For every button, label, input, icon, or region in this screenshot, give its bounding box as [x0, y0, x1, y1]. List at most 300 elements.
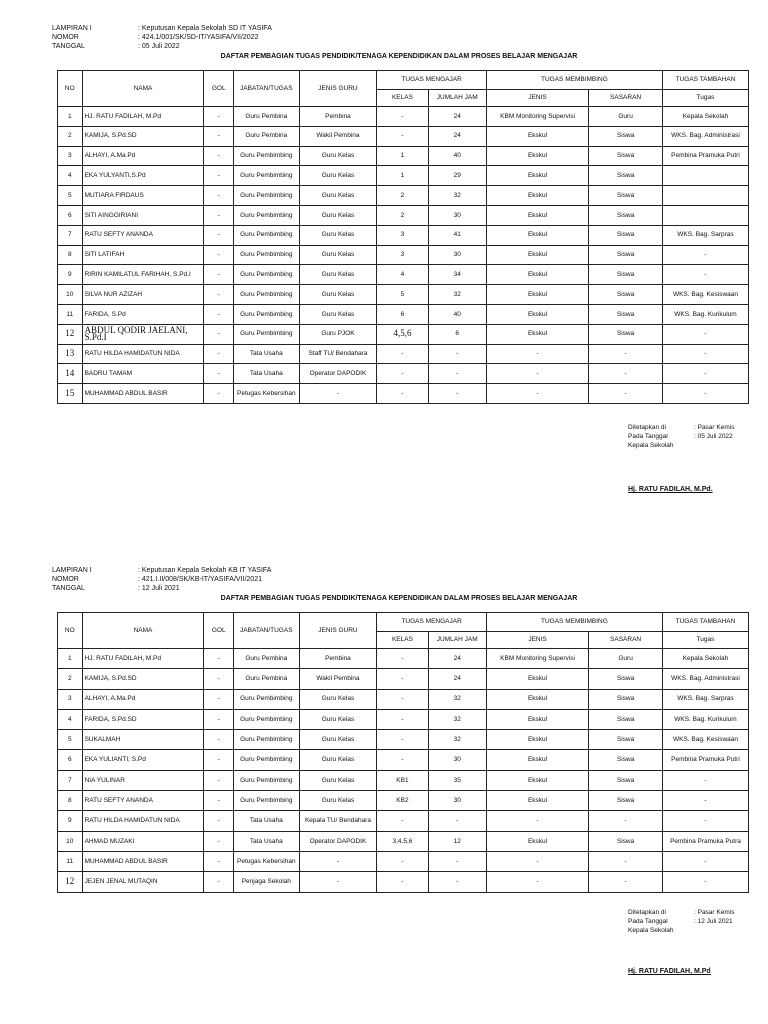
cell-jabatan: Guru Pembimbing	[234, 791, 300, 811]
cell-jumlah-jam: 30	[428, 750, 486, 770]
cell-kelas: -	[377, 344, 428, 364]
cell-no: 10	[58, 831, 83, 851]
cell-kelas: 3	[377, 225, 428, 245]
cell-nama: HJ. RATU FADILAH, M.Pd	[82, 649, 204, 669]
cell-kelas: 3	[377, 245, 428, 265]
cell-jabatan: Guru Pembimbing	[234, 689, 300, 709]
pada-tanggal-value: : 05 Juli 2022	[694, 433, 733, 440]
cell-jenis-guru: Guru PJOK	[299, 324, 377, 344]
cell-tugas: -	[662, 364, 748, 384]
table-row	[58, 364, 749, 384]
cell-jabatan: Guru Pembimbing	[234, 304, 300, 324]
cell-gol: -	[204, 791, 234, 811]
cell-gol: -	[204, 689, 234, 709]
tanggal-value: : 05 Juli 2022	[138, 43, 180, 50]
cell-jumlah-jam: 32	[428, 285, 486, 305]
table-row	[58, 107, 749, 127]
cell-sasaran: Siswa	[589, 689, 663, 709]
col-gol: GOL	[204, 613, 234, 649]
cell-kelas: KB1	[377, 770, 428, 790]
cell-jabatan: Guru Pembina	[234, 669, 300, 689]
cell-sasaran: Siswa	[589, 730, 663, 750]
cell-nama: ALHAYI, A.Ma.Pd	[82, 689, 204, 709]
cell-tugas: Kepala Sekolah	[662, 107, 748, 127]
cell-jabatan: Guru Pembimbing	[234, 166, 300, 186]
cell-tugas: WKS. Bag. Administrasi	[662, 669, 748, 689]
cell-jumlah-jam: 41	[428, 225, 486, 245]
signature-block	[628, 423, 734, 450]
cell-jumlah-jam: 30	[428, 205, 486, 225]
cell-jabatan: Tata Usaha	[234, 364, 300, 384]
cell-nama: MUHAMMAD ABDUL BASIR	[82, 851, 204, 871]
cell-jenis-guru: Guru Kelas	[299, 265, 377, 285]
cell-gol: -	[204, 225, 234, 245]
table-row	[58, 750, 749, 770]
cell-jenis-guru: Guru Kelas	[299, 730, 377, 750]
doc-header	[52, 566, 768, 593]
cell-sasaran: Siswa	[589, 285, 663, 305]
signer-name: Hj. RATU FADILAH, M.Pd.	[628, 486, 713, 493]
cell-jabatan: Petugas Kebersihan	[234, 384, 300, 404]
cell-sasaran: -	[589, 364, 663, 384]
cell-kelas: 2	[377, 186, 428, 206]
cell-no: 11	[58, 304, 83, 324]
cell-jabatan: Guru Pembimbing	[234, 225, 300, 245]
cell-jenis: Ekskul	[486, 265, 588, 285]
table-row	[58, 245, 749, 265]
document-sd	[0, 24, 768, 493]
cell-jenis-guru: Guru Kelas	[299, 709, 377, 729]
cell-gol: -	[204, 344, 234, 364]
duty-table	[57, 70, 749, 404]
cell-kelas: -	[377, 730, 428, 750]
jabatan-signer: Kepala Sekolah	[628, 442, 674, 449]
pada-tanggal-label: Pada Tanggal	[628, 433, 668, 440]
cell-gol: -	[204, 146, 234, 166]
cell-nama: RATU HILDA HAMIDATUN NIDA	[82, 811, 204, 831]
cell-tugas	[662, 166, 748, 186]
pada-tanggal-label: Pada Tanggal	[628, 918, 668, 925]
cell-kelas: -	[377, 872, 428, 892]
cell-sasaran: Siswa	[589, 225, 663, 245]
table-row	[58, 225, 749, 245]
cell-gol: -	[204, 126, 234, 146]
cell-jumlah-jam: -	[428, 872, 486, 892]
col-jabatan: JABATAN/TUGAS	[234, 71, 300, 107]
cell-gol: -	[204, 851, 234, 871]
col-tugas-membimbing: TUGAS MEMBIMBING	[486, 613, 662, 632]
cell-jumlah-jam: 32	[428, 730, 486, 750]
cell-nama: SUKALMAH	[82, 730, 204, 750]
cell-jabatan: Guru Pembina	[234, 126, 300, 146]
cell-jenis-guru: Guru Kelas	[299, 146, 377, 166]
cell-jumlah-jam: -	[428, 344, 486, 364]
cell-no: 10	[58, 285, 83, 305]
col-tugas: Tugas	[662, 90, 748, 107]
cell-jenis-guru: Guru Kelas	[299, 750, 377, 770]
cell-jenis: -	[486, 344, 588, 364]
cell-nama: SITI LATIFAH	[82, 245, 204, 265]
cell-jenis: Ekskul	[486, 186, 588, 206]
cell-jenis: Ekskul	[486, 709, 588, 729]
table-row	[58, 126, 749, 146]
nomor-label: NOMOR	[52, 576, 79, 583]
cell-tugas: -	[662, 265, 748, 285]
cell-nama: MUHAMMAD ABDUL BASIR	[82, 384, 204, 404]
cell-no: 12	[58, 324, 83, 344]
col-tugas-tambahan: TUGAS TAMBAHAN	[662, 613, 748, 632]
cell-jumlah-jam: 40	[428, 304, 486, 324]
cell-gol: -	[204, 285, 234, 305]
pada-tanggal-value: : 12 Juli 2021	[694, 918, 733, 925]
lampiran-label: LAMPIRAN I	[52, 25, 92, 32]
col-jabatan: JABATAN/TUGAS	[234, 613, 300, 649]
cell-gol: -	[204, 384, 234, 404]
cell-kelas: 4	[377, 265, 428, 285]
cell-nama: NIA YULINAR	[82, 770, 204, 790]
cell-tugas: WKS. Bag. Kesiswaan	[662, 730, 748, 750]
col-no: NO	[58, 71, 83, 107]
cell-jabatan: Guru Pembimbing	[234, 770, 300, 790]
cell-jenis: Ekskul	[486, 750, 588, 770]
cell-sasaran: Siswa	[589, 166, 663, 186]
ditetapkan-label: Ditetapkan di	[628, 909, 666, 916]
ditetapkan-value: : Pasar Kemis	[694, 424, 735, 431]
cell-jenis-guru: Operator DAPODIK	[299, 831, 377, 851]
cell-jenis: Ekskul	[486, 245, 588, 265]
cell-no: 15	[58, 384, 83, 404]
cell-gol: -	[204, 669, 234, 689]
cell-jabatan: Guru Pembimbing	[234, 324, 300, 344]
col-tugas-mengajar: TUGAS MENGAJAR	[377, 613, 487, 632]
cell-no: 6	[58, 750, 83, 770]
col-nama: NAMA	[82, 71, 204, 107]
cell-jenis-guru: Guru Kelas	[299, 285, 377, 305]
table-row	[58, 285, 749, 305]
nomor-value: : 424.1/001/SK/SD-IT/YASIFA/VII/2022	[138, 34, 259, 41]
cell-jenis: Ekskul	[486, 166, 588, 186]
cell-jenis: Ekskul	[486, 791, 588, 811]
col-tugas-membimbing: TUGAS MEMBIMBING	[486, 71, 662, 90]
cell-no: 2	[58, 669, 83, 689]
cell-jenis: Ekskul	[486, 730, 588, 750]
cell-tugas	[662, 186, 748, 206]
col-jumlah-jam: JUMLAH JAM	[428, 90, 486, 107]
cell-kelas: -	[377, 126, 428, 146]
cell-sasaran: Siswa	[589, 831, 663, 851]
cell-jabatan: Guru Pembimbing	[234, 265, 300, 285]
doc-title: DAFTAR PEMBAGIAN TUGAS PENDIDIK/TENAGA KEPENDIDIKAN DALAM PROSES BELAJAR MENGAJAR	[220, 53, 578, 60]
cell-tugas: -	[662, 384, 748, 404]
cell-nama: RATU SEFTY ANANDA	[82, 791, 204, 811]
cell-jenis-guru: Staff TU/ Bendahara	[299, 344, 377, 364]
cell-nama: KAMIJA, S.Pd.SD	[82, 126, 204, 146]
cell-jumlah-jam: 34	[428, 265, 486, 285]
cell-nama: HJ. RATU FADILAH, M.Pd	[82, 107, 204, 127]
cell-kelas: -	[377, 750, 428, 770]
cell-jenis-guru: Guru Kelas	[299, 186, 377, 206]
cell-jumlah-jam: 24	[428, 126, 486, 146]
cell-jenis-guru: Operator DAPODIK	[299, 364, 377, 384]
cell-jabatan: Guru Pembimbing	[234, 186, 300, 206]
cell-jabatan: Guru Pembimbing	[234, 245, 300, 265]
cell-sasaran: Siswa	[589, 324, 663, 344]
cell-no: 9	[58, 265, 83, 285]
cell-jenis: Ekskul	[486, 689, 588, 709]
cell-tugas: WKS. Bag. Administrasi	[662, 126, 748, 146]
cell-gol: -	[204, 709, 234, 729]
cell-tugas: WKS. Bag. Sarpras	[662, 225, 748, 245]
cell-jumlah-jam: -	[428, 811, 486, 831]
cell-no: 8	[58, 245, 83, 265]
cell-jabatan: Petugas Kebersihan	[234, 851, 300, 871]
cell-jabatan: Guru Pembimbing	[234, 750, 300, 770]
cell-jabatan: Guru Pembimbing	[234, 730, 300, 750]
cell-nama: JEJEN JENAL MUTAQIN	[82, 872, 204, 892]
jabatan-signer: Kepala Sekolah	[628, 927, 674, 934]
tanggal-label: TANGGAL	[52, 43, 85, 50]
tanggal-value: : 12 Juli 2021	[138, 585, 180, 592]
cell-jabatan: Guru Pembimbing	[234, 285, 300, 305]
cell-nama: RIRIN KAMILATUL FARIHAH, S.Pd,I	[82, 265, 204, 285]
cell-jenis-guru: -	[299, 851, 377, 871]
cell-nama: RATU SEFTY ANANDA	[82, 225, 204, 245]
cell-jenis-guru: Kepala TU/ Bendahara	[299, 811, 377, 831]
cell-jumlah-jam: 32	[428, 709, 486, 729]
cell-gol: -	[204, 750, 234, 770]
cell-tugas	[662, 205, 748, 225]
cell-sasaran: Siswa	[589, 245, 663, 265]
cell-jumlah-jam: 32	[428, 186, 486, 206]
cell-nama: ALHAYI, A.Ma.Pd	[82, 146, 204, 166]
doc-title: DAFTAR PEMBAGIAN TUGAS PENDIDIK/TENAGA KEPENDIDIKAN DALAM PROSES BELAJAR MENGAJAR	[220, 595, 578, 602]
cell-jenis: -	[486, 384, 588, 404]
nomor-label: NOMOR	[52, 34, 79, 41]
cell-jabatan: Guru Pembimbing	[234, 709, 300, 729]
cell-no: 5	[58, 730, 83, 750]
cell-gol: -	[204, 364, 234, 384]
cell-jumlah-jam: 35	[428, 770, 486, 790]
cell-kelas: -	[377, 364, 428, 384]
cell-no: 3	[58, 146, 83, 166]
cell-jabatan: Tata Usaha	[234, 344, 300, 364]
cell-gol: -	[204, 811, 234, 831]
cell-jenis: -	[486, 851, 588, 871]
cell-sasaran: -	[589, 851, 663, 871]
cell-kelas: 2	[377, 205, 428, 225]
table-row	[58, 186, 749, 206]
cell-jumlah-jam: 24	[428, 649, 486, 669]
signer-name: Hj. RATU FADILAH, M.Pd	[628, 968, 711, 975]
cell-kelas: -	[377, 689, 428, 709]
cell-jabatan: Tata Usaha	[234, 811, 300, 831]
cell-nama: BADRU TAMAM	[82, 364, 204, 384]
table-row	[58, 851, 749, 871]
signature-block	[628, 908, 734, 935]
table-row	[58, 730, 749, 750]
cell-sasaran: Siswa	[589, 709, 663, 729]
cell-sasaran: Siswa	[589, 126, 663, 146]
cell-jenis: Ekskul	[486, 225, 588, 245]
cell-jumlah-jam: 6	[428, 324, 486, 344]
cell-no: 11	[58, 851, 83, 871]
cell-jumlah-jam: 24	[428, 107, 486, 127]
cell-kelas: 5	[377, 285, 428, 305]
cell-jenis-guru: -	[299, 872, 377, 892]
cell-jenis: -	[486, 364, 588, 384]
table-row	[58, 669, 749, 689]
cell-no: 13	[58, 344, 83, 364]
cell-jumlah-jam: 32	[428, 689, 486, 709]
cell-tugas: Pembina Pramuka Putri	[662, 750, 748, 770]
col-gol: GOL	[204, 71, 234, 107]
cell-tugas: -	[662, 245, 748, 265]
cell-nama: SITI AINGGIRIANI	[82, 205, 204, 225]
cell-kelas: -	[377, 384, 428, 404]
cell-jenis: Ekskul	[486, 304, 588, 324]
cell-sasaran: Siswa	[589, 750, 663, 770]
cell-kelas: -	[377, 811, 428, 831]
table-row	[58, 689, 749, 709]
cell-sasaran: -	[589, 811, 663, 831]
cell-jabatan: Guru Pembina	[234, 649, 300, 669]
col-jenis: JENIS	[486, 90, 588, 107]
cell-kelas: 1	[377, 146, 428, 166]
table-row	[58, 872, 749, 892]
table-row	[58, 146, 749, 166]
cell-jenis: Ekskul	[486, 324, 588, 344]
cell-jenis-guru: Guru Kelas	[299, 245, 377, 265]
cell-jabatan: Tata Usaha	[234, 831, 300, 851]
cell-gol: -	[204, 649, 234, 669]
cell-nama: SILVA NUR AZIZAH	[82, 285, 204, 305]
table-row	[58, 709, 749, 729]
cell-gol: -	[204, 265, 234, 285]
cell-gol: -	[204, 205, 234, 225]
cell-jumlah-jam: 30	[428, 791, 486, 811]
cell-jumlah-jam: 12	[428, 831, 486, 851]
cell-nama: AHMAD MUZAKI	[82, 831, 204, 851]
table-row	[58, 649, 749, 669]
cell-jenis-guru: Guru Kelas	[299, 770, 377, 790]
cell-jenis-guru: Wakil Pembina	[299, 669, 377, 689]
cell-tugas: WKS. Bag. Kurikulum	[662, 304, 748, 324]
cell-jenis-guru: Pembina	[299, 107, 377, 127]
cell-kelas: -	[377, 851, 428, 871]
cell-tugas: WKS. Bag. Kesiswaan	[662, 285, 748, 305]
ditetapkan-value: : Pasar Kemis	[694, 909, 735, 916]
cell-jumlah-jam: 24	[428, 669, 486, 689]
cell-tugas: -	[662, 851, 748, 871]
col-no: NO	[58, 613, 83, 649]
cell-nama: EKA YULYANTI,S.Pd	[82, 166, 204, 186]
cell-jenis: -	[486, 872, 588, 892]
table-body	[58, 107, 749, 404]
cell-jenis: KBM Monitoring Supervisi	[486, 649, 588, 669]
cell-sasaran: -	[589, 344, 663, 364]
cell-jumlah-jam: -	[428, 364, 486, 384]
cell-tugas: Kepala Sekolah	[662, 649, 748, 669]
cell-kelas: -	[377, 649, 428, 669]
cell-no: 7	[58, 225, 83, 245]
cell-sasaran: Guru	[589, 649, 663, 669]
col-sasaran: SASARAN	[589, 632, 663, 649]
cell-sasaran: Siswa	[589, 770, 663, 790]
cell-jumlah-jam: 29	[428, 166, 486, 186]
col-nama: NAMA	[82, 613, 204, 649]
cell-jabatan: Guru Pembina	[234, 107, 300, 127]
table-row	[58, 324, 749, 344]
cell-no: 1	[58, 649, 83, 669]
cell-no: 3	[58, 689, 83, 709]
cell-tugas: -	[662, 324, 748, 344]
cell-nama: EKA YULIANTI, S.Pd	[82, 750, 204, 770]
col-jumlah-jam: JUMLAH JAM	[428, 632, 486, 649]
cell-gol: -	[204, 324, 234, 344]
cell-no: 8	[58, 791, 83, 811]
col-kelas: KELAS	[377, 90, 428, 107]
cell-jenis: Ekskul	[486, 205, 588, 225]
cell-tugas: -	[662, 791, 748, 811]
col-jenis: JENIS	[486, 632, 588, 649]
cell-gol: -	[204, 770, 234, 790]
cell-jabatan: Penjaga Sekolah	[234, 872, 300, 892]
cell-gol: -	[204, 730, 234, 750]
cell-sasaran: -	[589, 384, 663, 404]
col-jenis-guru: JENIS GURU	[299, 613, 377, 649]
cell-sasaran: Siswa	[589, 186, 663, 206]
cell-nama: FARIDA, S.Pd	[82, 304, 204, 324]
cell-jabatan: Guru Pembimbing	[234, 146, 300, 166]
cell-jenis-guru: Guru Kelas	[299, 689, 377, 709]
cell-jenis-guru: Guru Kelas	[299, 791, 377, 811]
cell-tugas: -	[662, 872, 748, 892]
cell-no: 7	[58, 770, 83, 790]
cell-tugas: -	[662, 770, 748, 790]
cell-jenis-guru: Guru Kelas	[299, 225, 377, 245]
cell-no: 6	[58, 205, 83, 225]
col-tugas-mengajar: TUGAS MENGAJAR	[377, 71, 487, 90]
table-row	[58, 205, 749, 225]
cell-jenis-guru: Wakil Pembina	[299, 126, 377, 146]
cell-sasaran: -	[589, 872, 663, 892]
table-row	[58, 166, 749, 186]
cell-no: 9	[58, 811, 83, 831]
cell-jenis-guru: Guru Kelas	[299, 304, 377, 324]
cell-no: 4	[58, 709, 83, 729]
cell-kelas: -	[377, 709, 428, 729]
table-row	[58, 811, 749, 831]
cell-no: 12	[58, 872, 83, 892]
cell-jumlah-jam: 30	[428, 245, 486, 265]
cell-sasaran: Siswa	[589, 669, 663, 689]
lampiran-label: LAMPIRAN I	[52, 567, 92, 574]
cell-sasaran: Siswa	[589, 205, 663, 225]
lampiran-value: : Keputusan Kepala Sekolah SD IT YASIFA	[138, 25, 272, 32]
nomor-value: : 421.I.II/008/SK/KB-IT/YASIFA/VII/2021	[138, 576, 262, 583]
cell-jenis: Ekskul	[486, 831, 588, 851]
cell-sasaran: Siswa	[589, 304, 663, 324]
cell-jenis: Ekskul	[486, 126, 588, 146]
cell-gol: -	[204, 872, 234, 892]
tanggal-label: TANGGAL	[52, 585, 85, 592]
cell-gol: -	[204, 186, 234, 206]
cell-kelas: KB2	[377, 791, 428, 811]
cell-tugas: Pembina Pramuka Putri	[662, 146, 748, 166]
table-row	[58, 344, 749, 364]
cell-no: 5	[58, 186, 83, 206]
cell-tugas: WKS. Bag. Kurikulum	[662, 709, 748, 729]
